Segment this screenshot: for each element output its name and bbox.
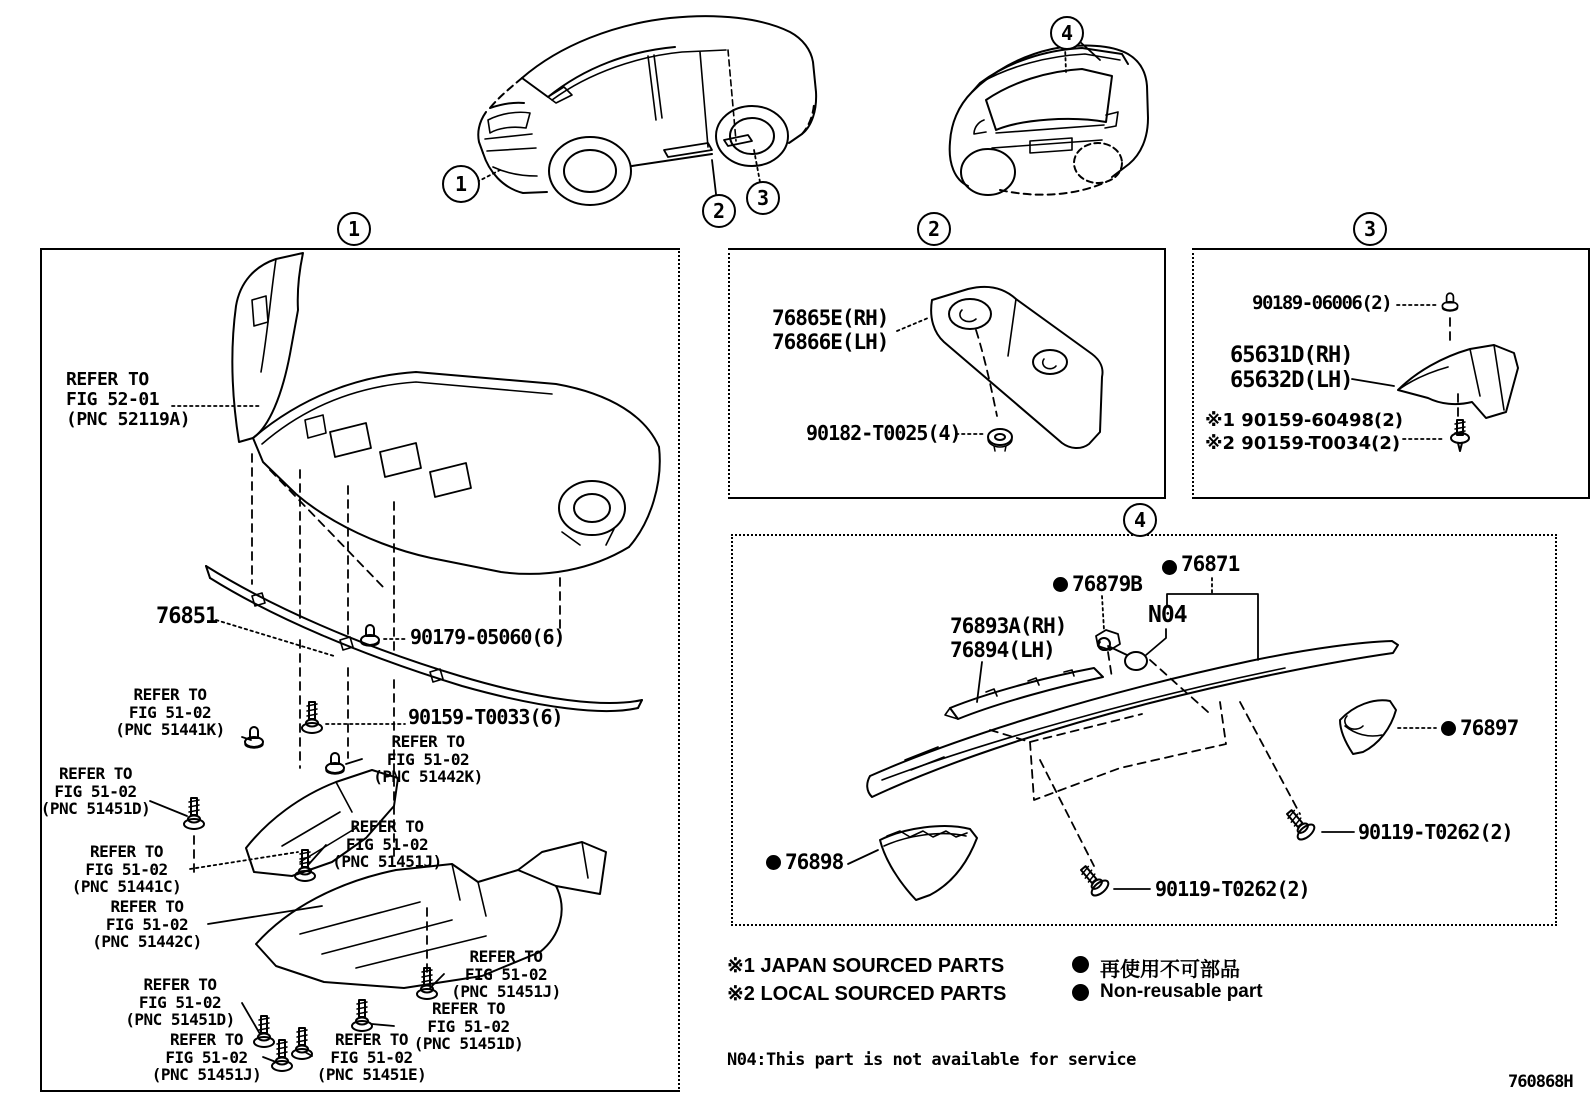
fin-right-drawing [1340, 700, 1396, 754]
part-number-90159-60498: ※1 90159-60498(2) [1205, 410, 1403, 431]
box2-number: 2 [917, 212, 951, 246]
service-note: N04:This part is not available for service [727, 1050, 1136, 1070]
refer-label-51451D-left: REFER TO FIG 51-02 (PNC 51451D) [40, 764, 151, 818]
refer-label-51451E: REFER TO FIG 51-02 (PNC 51451E) [316, 1030, 427, 1084]
rear-car-drawing [950, 46, 1148, 195]
figure-code: 760868H [1508, 1072, 1573, 1092]
refer-label-51441C: REFER TO FIG 51-02 (PNC 51441C) [71, 842, 182, 896]
callout-front-bumper: 1 [442, 165, 480, 203]
refer-label-51441K: REFER TO FIG 51-02 (PNC 51441K) [115, 685, 225, 739]
refer-line: REFER TO [66, 369, 149, 390]
part-number-90182-T0025: 90182-T0025(4) [806, 421, 961, 445]
legend-nonreusable-en: Non-reusable part [1100, 981, 1263, 1002]
non-reusable-dot-icon [1072, 984, 1089, 1001]
roof-spoiler-drawing [867, 641, 1398, 797]
callout-rocker-rear: 3 [746, 181, 780, 215]
part-number-90159-T0033: 90159-T0033(6) [408, 705, 563, 729]
part-number-90119-T0262-bottom: 90119-T0262(2) [1155, 877, 1310, 901]
refer-label-51451J-right: REFER TO FIG 51-02 (PNC 51451J) [451, 947, 561, 1001]
part-number-90159-T0034: ※2 90159-T0034(2) [1205, 433, 1401, 454]
legend-japan-sourced: ※1 JAPAN SOURCED PARTS [727, 955, 1005, 977]
refer-label-51442C: REFER TO FIG 51-02 (PNC 51442C) [92, 897, 202, 951]
refer-line: FIG 52-01 [66, 389, 160, 410]
fin-left-drawing [880, 826, 977, 900]
n04-pin-drawing [1098, 638, 1147, 670]
garnish-drawing [945, 668, 1103, 719]
callout-spoiler-car: 4 [1050, 16, 1084, 50]
part-number-65631D: 65631D(RH) [1230, 343, 1353, 368]
non-reusable-dot-icon [1072, 956, 1089, 973]
refer-label-51451D-bottom-left: REFER TO FIG 51-02 (PNC 51451D) [125, 975, 235, 1029]
part-number-76879B: 76879B [1072, 572, 1142, 596]
legend-local-sourced: ※2 LOCAL SOURCED PARTS [727, 983, 1007, 1005]
refer-label-fig52-01 [66, 370, 206, 430]
box3-number: 3 [1353, 212, 1387, 246]
refer-label-51442K: REFER TO FIG 51-02 (PNC 51442K) [373, 732, 483, 786]
box4-number: 4 [1123, 503, 1157, 537]
box4-projection-lines [990, 652, 1300, 866]
box1-number: 1 [337, 212, 371, 246]
part-number-76893A: 76893A(RH) [950, 614, 1067, 638]
part-number-76866E: 76866E(LH) [772, 330, 889, 354]
part-number-76897: 76897 [1460, 716, 1519, 740]
note-code-N04: N04 [1148, 602, 1187, 628]
callout-rocker-front: 2 [702, 194, 736, 228]
refer-label-51451D-bottom-right: REFER TO FIG 51-02 (PNC 51451D) [413, 999, 524, 1053]
part-number-76871: 76871 [1181, 552, 1240, 576]
part-number-76865E: 76865E(RH) [772, 306, 889, 330]
part-number-76851: 76851 [156, 604, 218, 629]
part-number-90189-06006: 90189-06006(2) [1252, 292, 1392, 314]
legend-nonreusable-jp: 再使用不可部品 [1100, 957, 1240, 981]
front-car-drawing [478, 16, 816, 205]
part-number-90119-T0262-right: 90119-T0262(2) [1358, 820, 1513, 844]
non-reusable-dot-icon [1162, 560, 1177, 575]
non-reusable-dot-icon [1053, 577, 1068, 592]
part-number-76898: 76898 [785, 850, 844, 874]
part-number-65632D: 65632D(LH) [1230, 368, 1353, 393]
car-callout-leaders [477, 40, 1100, 194]
refer-label-51451J-bottom: REFER TO FIG 51-02 (PNC 51451J) [151, 1030, 262, 1084]
box4-leaders [848, 578, 1436, 889]
non-reusable-dot-icon [766, 855, 781, 870]
refer-label-51451J-mid: REFER TO FIG 51-02 (PNC 51451J) [332, 817, 442, 871]
front-bumper-drawing [232, 253, 659, 574]
part-number-90179-05060: 90179-05060(6) [410, 625, 565, 649]
non-reusable-dot-icon [1441, 721, 1456, 736]
refer-line: (PNC 52119A) [66, 409, 191, 430]
part-number-76894: 76894(LH) [950, 638, 1055, 662]
